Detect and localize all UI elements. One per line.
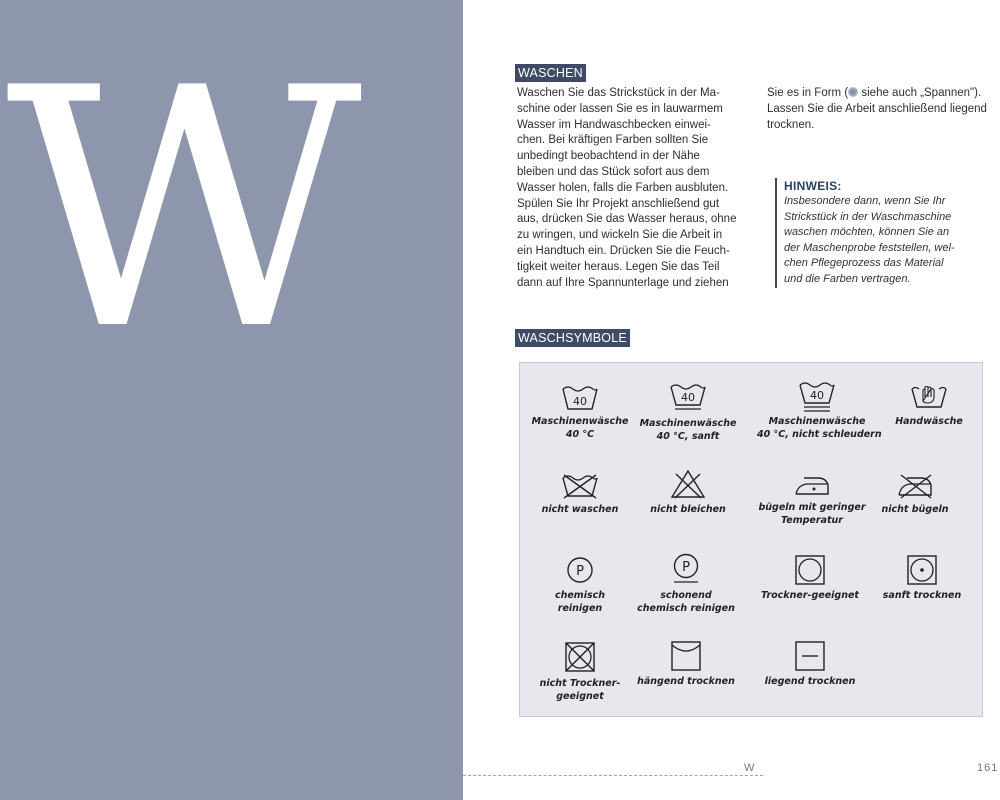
dry-clean-p-gentle-icon <box>671 553 701 585</box>
label-line: Trockner-geeignet <box>761 590 859 601</box>
symbol-label <box>750 675 870 688</box>
text-fragment: Sie es in Form ( <box>767 87 849 99</box>
label-line: geeignet <box>556 691 604 702</box>
hint-text <box>784 194 999 288</box>
hint-title: HINWEIS: <box>784 179 842 193</box>
text-line: chen Pflegeprozess das Material <box>784 257 944 270</box>
symbol-do-not-iron <box>855 473 975 516</box>
symbol-label <box>520 415 640 441</box>
text-line: Lassen Sie die Arbeit anschließend liegend <box>767 102 987 115</box>
care-symbols-table <box>519 362 983 717</box>
text-line: und die Farben vertragen. <box>784 272 911 285</box>
text-line: Spülen Sie Ihr Projekt anschließend gut <box>517 197 720 210</box>
page-gutter <box>463 0 468 800</box>
symbol-label <box>628 503 748 516</box>
symbol-machine-wash-40-no-spin <box>757 381 882 441</box>
symbol-label <box>626 589 746 615</box>
text-line: Wasser im Handwaschbecken einwei- <box>517 118 711 131</box>
symbol-machine-wash-40 <box>520 383 640 441</box>
waschen-column-1 <box>517 86 757 291</box>
text-line: ein Handtuch ein. Drücken Sie die Feuch- <box>517 244 730 257</box>
text-fragment: siehe auch „Spannen"). <box>858 87 982 99</box>
label-line: hängend trocknen <box>637 676 735 687</box>
symbol-line-dry <box>626 641 746 688</box>
text-line <box>767 86 995 102</box>
text-line: aus, drücken Sie das Wasser heraus, ohne <box>517 213 737 226</box>
waschsymbole-heading: WASCHSYMBOLE <box>515 329 630 347</box>
do-not-bleach-icon <box>668 469 708 499</box>
text-line: tigkeit weiter heraus. Legen Sie das Teil <box>517 260 720 273</box>
label-line: chemisch <box>554 590 606 601</box>
footer-rule <box>463 775 763 776</box>
label-line: sanft trocknen <box>882 590 962 601</box>
yarn-ball-icon <box>848 87 858 97</box>
label-line: nicht bügeln <box>881 504 949 515</box>
dry-clean-letter: P <box>682 560 690 575</box>
chapter-letter: W <box>5 18 363 402</box>
label-line: Maschinenwäsche <box>639 418 737 429</box>
symbol-label <box>750 589 870 602</box>
text-line: Strickstück in der Waschmaschine <box>784 210 952 223</box>
wash-40-no-spin-icon <box>797 381 837 413</box>
wash-temperature: 40 <box>810 389 824 402</box>
hand-wash-icon <box>909 383 949 411</box>
waschen-column-2 <box>767 86 995 133</box>
symbol-label <box>855 503 975 516</box>
text-line: chen. Bei kräftigen Farben sollten Sie <box>517 134 709 147</box>
label-line: liegend trocknen <box>764 676 856 687</box>
symbol-label <box>628 417 748 443</box>
label-line: reinigen <box>557 603 603 614</box>
waschen-heading: WASCHEN <box>515 64 586 82</box>
label-line: 40 °C, nicht schleudern <box>757 429 882 440</box>
symbol-do-not-wash <box>520 473 640 516</box>
text-line: unbedingt beobachtend in der Nähe <box>517 150 700 163</box>
page-number: 161 <box>977 762 999 774</box>
iron-low-icon <box>792 475 832 497</box>
wash-temperature: 40 <box>573 395 587 408</box>
wash-temperature: 40 <box>681 391 695 404</box>
label-line: nicht waschen <box>541 504 619 515</box>
symbol-do-not-bleach <box>628 469 748 516</box>
label-line: Temperatur <box>781 515 843 526</box>
tumble-dry-icon <box>794 555 826 585</box>
symbol-machine-wash-40-gentle <box>628 383 748 443</box>
dry-flat-icon <box>794 641 826 671</box>
line-dry-icon <box>670 641 702 671</box>
dry-clean-p-icon <box>565 555 595 585</box>
label-line: nicht Trockner- <box>539 678 621 689</box>
label-line: 40 °C <box>565 429 595 440</box>
text-line: Insbesondere dann, wenn Sie Ihr <box>784 195 946 207</box>
symbol-label <box>520 677 640 703</box>
tumble-dry-low-icon <box>906 555 938 585</box>
label-line: schonend <box>660 590 712 601</box>
symbol-label <box>520 503 640 516</box>
text-line: zu wringen, und wickeln Sie die Arbeit in <box>517 229 723 242</box>
symbol-label <box>520 589 640 615</box>
symbol-iron-low <box>752 475 872 527</box>
do-not-tumble-dry-icon <box>563 641 597 673</box>
label-line: Handwäsche <box>895 416 963 427</box>
text-line: schine oder lassen Sie es in lauwarmem <box>517 102 723 115</box>
symbol-do-not-tumble-dry <box>520 641 640 703</box>
symbol-dry-clean-gentle <box>626 553 746 615</box>
text-line: dann auf Ihre Spannunterlage und ziehen <box>517 276 729 289</box>
hint-box <box>775 178 999 288</box>
label-line: 40 °C, sanft <box>656 431 720 442</box>
symbol-dry-flat <box>750 641 870 688</box>
symbol-label <box>869 415 989 428</box>
label-line: Maschinenwäsche <box>531 416 629 427</box>
text-line: der Maschenprobe feststellen, wel- <box>784 241 955 254</box>
label-line: chemisch reinigen <box>637 603 735 614</box>
symbol-tumble-dry-low <box>862 555 982 602</box>
symbol-label <box>862 589 982 602</box>
do-not-wash-icon <box>560 473 600 499</box>
text-line: Waschen Sie das Strickstück in der Ma- <box>517 87 720 99</box>
text-line: waschen möchten, können Sie an <box>784 226 950 239</box>
wash-40-gentle-icon <box>668 383 708 413</box>
wash-40-icon <box>560 383 600 411</box>
do-not-iron-icon <box>895 473 935 499</box>
footer-chapter-letter: W <box>744 762 756 774</box>
text-line: bleiben und das Stück sofort aus dem <box>517 165 710 178</box>
symbol-hand-wash <box>869 383 989 428</box>
symbol-label <box>626 675 746 688</box>
dry-clean-letter: P <box>576 564 584 579</box>
label-line: nicht bleichen <box>650 504 726 515</box>
symbol-tumble-dry <box>750 555 870 602</box>
label-line: bügeln mit geringer <box>758 502 866 513</box>
symbol-label <box>757 415 882 441</box>
symbol-label <box>752 501 872 527</box>
chapter-page <box>0 0 463 800</box>
symbol-dry-clean <box>520 555 640 615</box>
label-line: Maschinenwäsche <box>768 416 866 427</box>
text-line: Wasser holen, falls die Farben ausbluten. <box>517 181 729 194</box>
text-line: trocknen. <box>767 118 815 131</box>
